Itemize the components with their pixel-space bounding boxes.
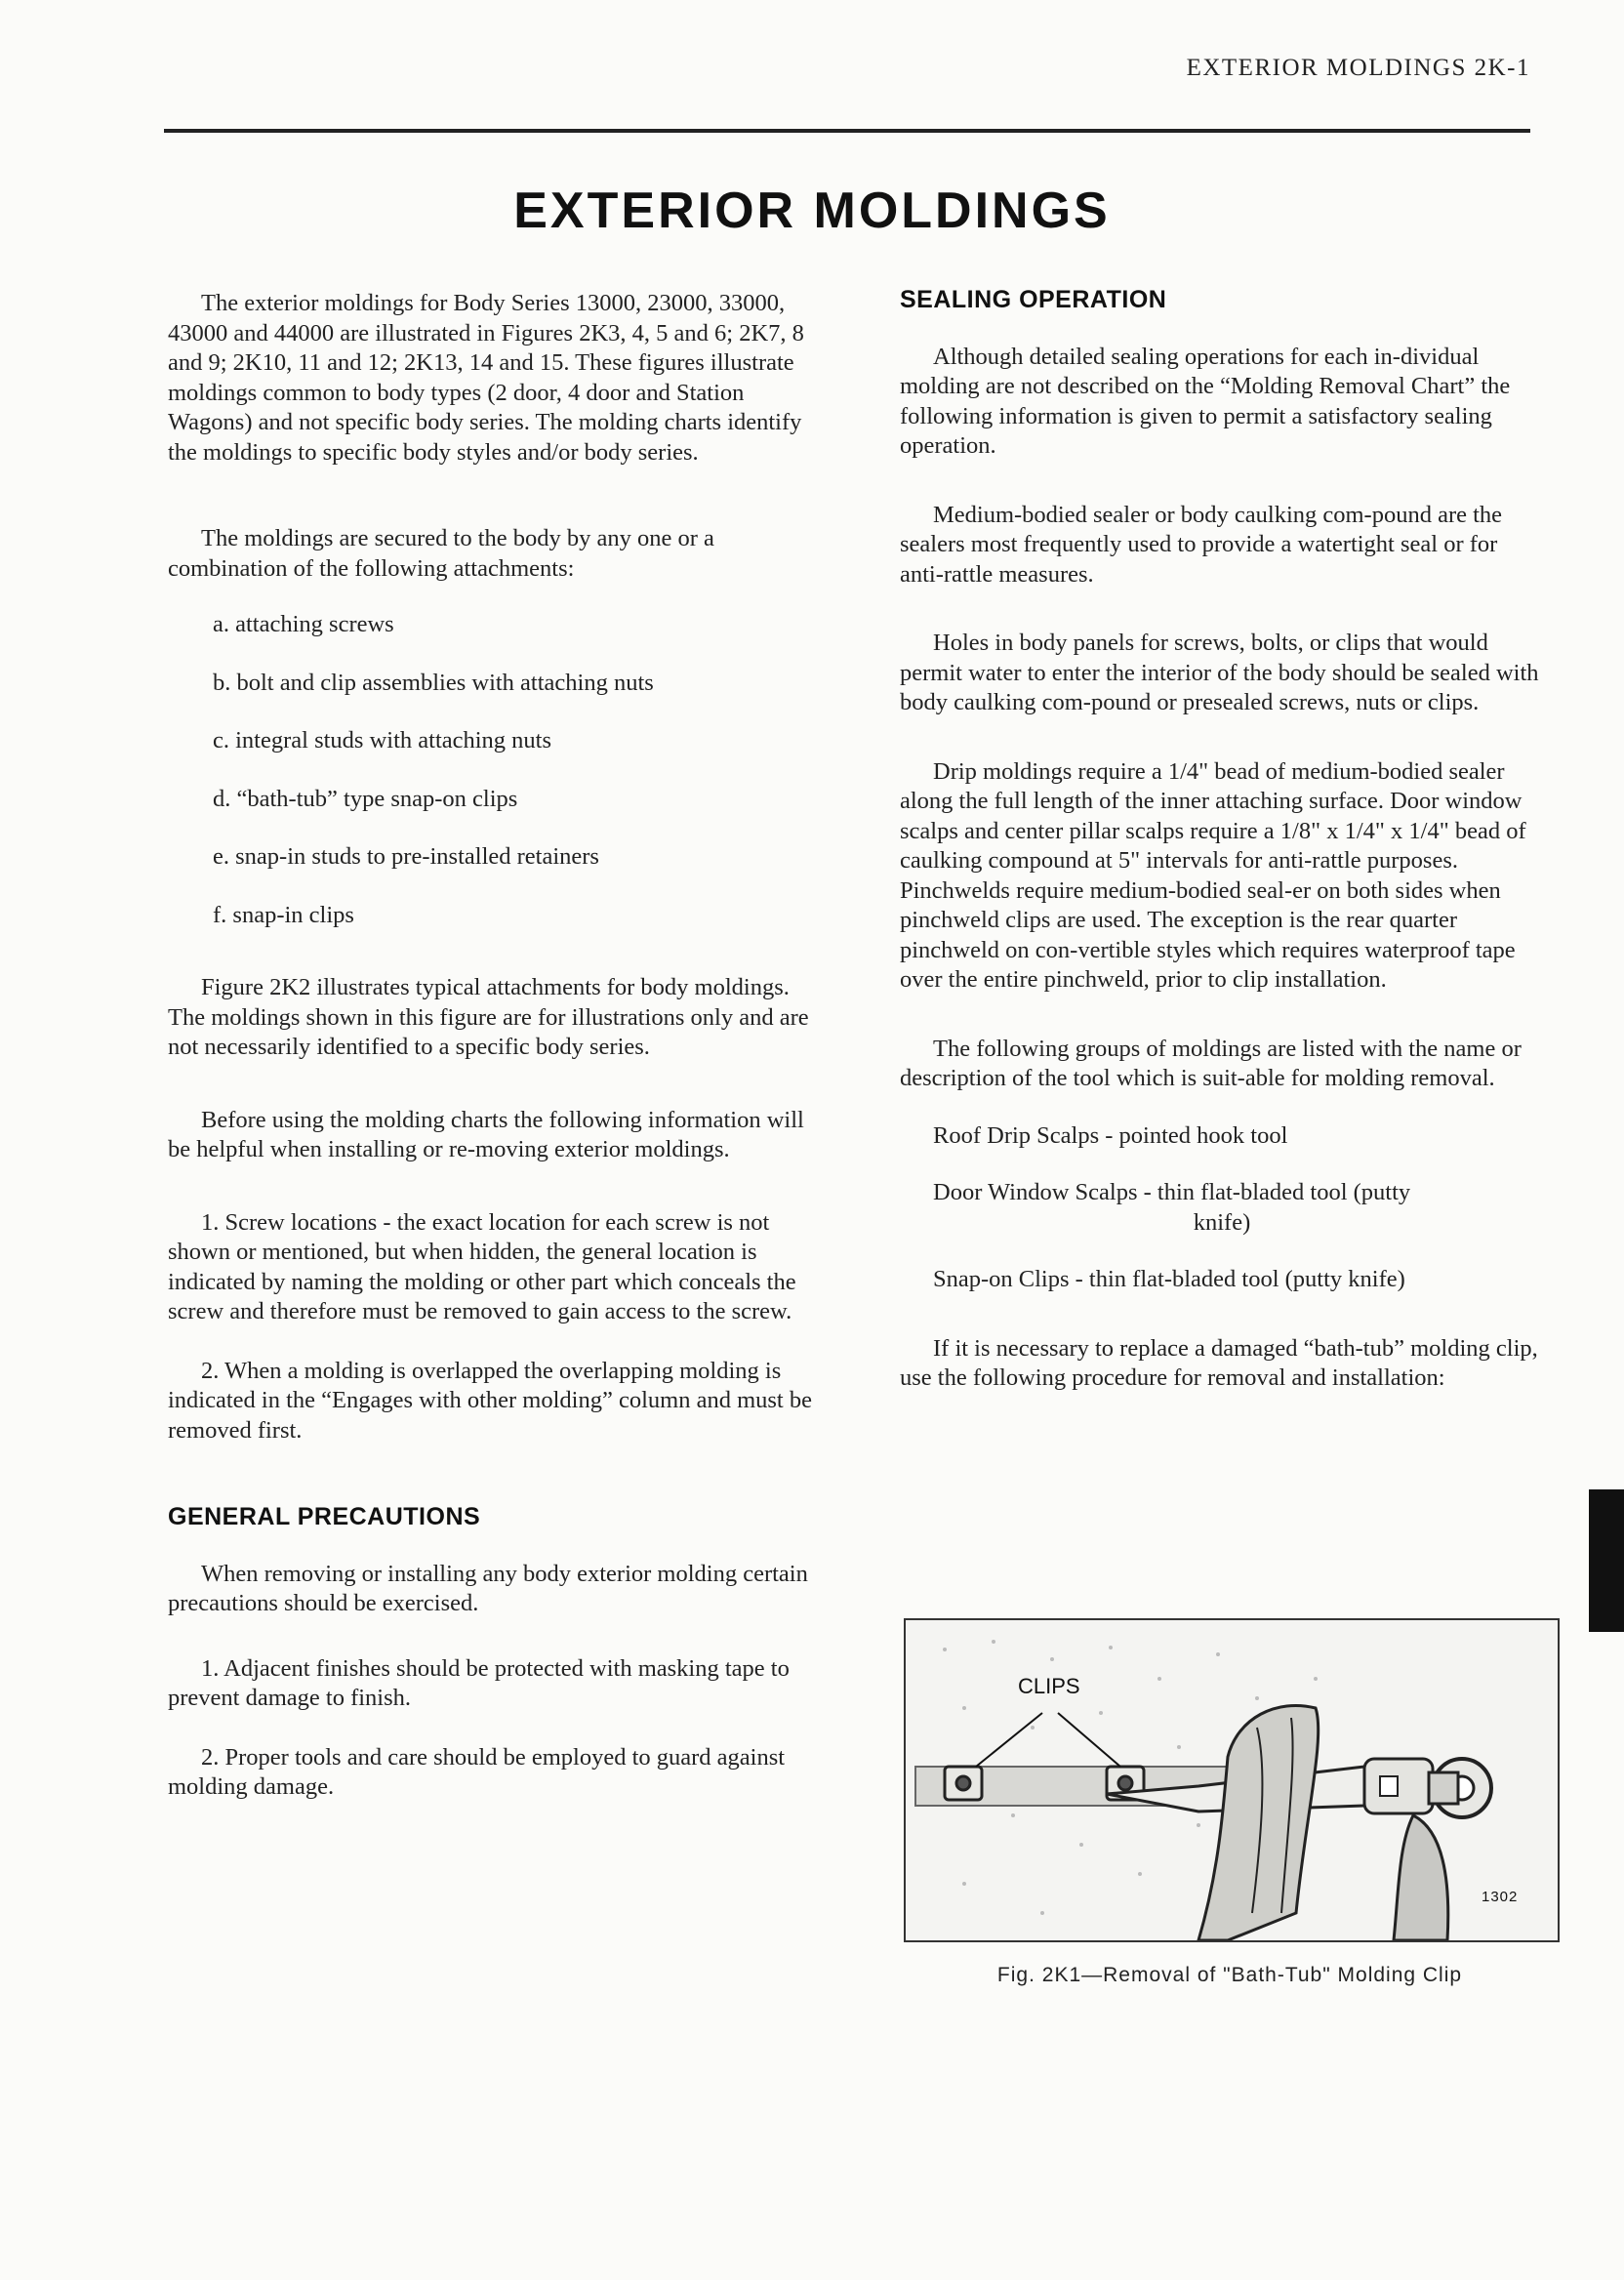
figure-label-clips: CLIPS xyxy=(1018,1674,1080,1698)
intro-paragraph: The exterior moldings for Body Series 13000, 23000, 33000, 43000 and 44000 are illustrated in Figures 2K3, 4, 5 and 6; 2K7, 8 and 9; 2K10, 11 and 12; 2K13, 14 and 15. These figures illustrate moldings common to body types (2 door, 4 door and Station Wagons) and not specific body series. The molding charts identify the moldings to specific body styles and/or body series. xyxy=(168,290,804,466)
note-screw-locations: 1. Screw locations - the exact location for each screw is not shown or mentioned, but when hidden, the general location is indicated by naming the molding or other part which conceals the screw and therefore must be removed to gain access to the screw. xyxy=(168,1208,796,1324)
precautions-intro: When removing or installing any body exterior molding certain precautions should be exercised. xyxy=(168,1560,808,1616)
header-rule xyxy=(164,129,1530,133)
sealing-paragraph-3: Holes in body panels for screws, bolts, or clips that would permit water to enter the interior of the body should be sealed with body caulking com-pound or presealed screws, nuts or clips. xyxy=(900,630,1539,715)
note-overlapping-molding: 2. When a molding is overlapped the overlapping molding is indicated in the “Engages with other molding” column and must be removed first. xyxy=(168,1357,812,1444)
figure-number: 1302 xyxy=(1482,1889,1519,1905)
clip-left xyxy=(945,1767,982,1800)
figure-box xyxy=(904,1618,1560,1942)
sealing-paragraph-4: Drip moldings require a 1/4" bead of medium-bodied sealer along the full length of the inner attaching surface. Door window scalps and center pillar scalps require a 1/8" x 1/4" x 1/4" bead of caulking compound at 5" intervals for anti-rattle purposes. Pinchwelds require medium-bodied seal-er on both sides when pinchweld clips are used. The exception is the rear quarter pinchweld on con-vertible styles which requires waterproof tape over the entire pinchweld, prior to clip installation. xyxy=(900,757,1526,993)
tool-door-window-scalps: Door Window Scalps - thin flat-bladed tool (putty xyxy=(933,1179,1411,1205)
page-header-title: EXTERIOR MOLDINGS 2K-1 xyxy=(1186,55,1530,81)
sealing-paragraph-1: Although detailed sealing operations for each in-dividual molding are not described on the “Molding Removal Chart” the following information is given to permit a satisfactory sealing operation. xyxy=(900,343,1511,459)
tool-door-window-scalps-cont: knife) xyxy=(1193,1208,1251,1236)
precaution-1: 1. Adjacent finishes should be protected with masking tape to prevent damage to finish. xyxy=(168,1654,790,1711)
thumb-index-tab xyxy=(1589,1489,1624,1632)
left-column xyxy=(168,289,820,1803)
tool-roof-drip-scalps: Roof Drip Scalps - pointed hook tool xyxy=(933,1121,1288,1149)
list-item: f. snap-in clips xyxy=(213,901,354,928)
right-column xyxy=(900,285,1544,1394)
page-title: EXTERIOR MOLDINGS xyxy=(513,183,1111,239)
tool-snap-on-clips: Snap-on Clips - thin flat-bladed tool (putty knife) xyxy=(933,1266,1405,1292)
before-using-paragraph: Before using the molding charts the following information will be helpful when installing or re-moving exterior moldings. xyxy=(168,1106,804,1162)
figure-caption: Fig. 2K1—Removal of "Bath-Tub" Molding Clip xyxy=(996,1964,1463,1986)
sealing-paragraph-2: Medium-bodied sealer or body caulking com-pound are the sealers most frequently used to provide a watertight seal or for anti-rattle measures. xyxy=(900,501,1503,588)
tools-intro-paragraph: The following groups of moldings are listed with the name or description of the tool which is suit-able for molding removal. xyxy=(900,1035,1522,1091)
list-item: d. “bath-tub” type snap-on clips xyxy=(213,785,518,812)
attachments-list xyxy=(168,610,820,930)
general-precautions-heading: GENERAL PRECAUTIONS xyxy=(168,1503,481,1530)
sealing-operation-heading: SEALING OPERATION xyxy=(900,286,1167,313)
list-item: e. snap-in studs to pre-installed retainers xyxy=(213,843,599,870)
list-item: a. attaching screws xyxy=(213,611,394,637)
hand xyxy=(1198,1705,1319,1940)
replace-clip-paragraph: If it is necessary to replace a damaged “bath-tub” molding clip, use the following procedure for removal and installation: xyxy=(900,1334,1538,1391)
attachments-intro: The moldings are secured to the body by any one or a combination of the following attachments: xyxy=(168,525,714,582)
bath-tub-clip-illustration xyxy=(906,1620,1558,1940)
figure-reference-paragraph: Figure 2K2 illustrates typical attachments for body moldings. The moldings shown in this figure are for illustrations only and are not necessarily identified to a specific body series. xyxy=(168,974,809,1060)
list-item: b. bolt and clip assemblies with attaching nuts xyxy=(213,669,654,696)
list-item: c. integral studs with attaching nuts xyxy=(213,727,552,753)
precaution-2: 2. Proper tools and care should be employed to guard against molding damage. xyxy=(168,1743,786,1800)
